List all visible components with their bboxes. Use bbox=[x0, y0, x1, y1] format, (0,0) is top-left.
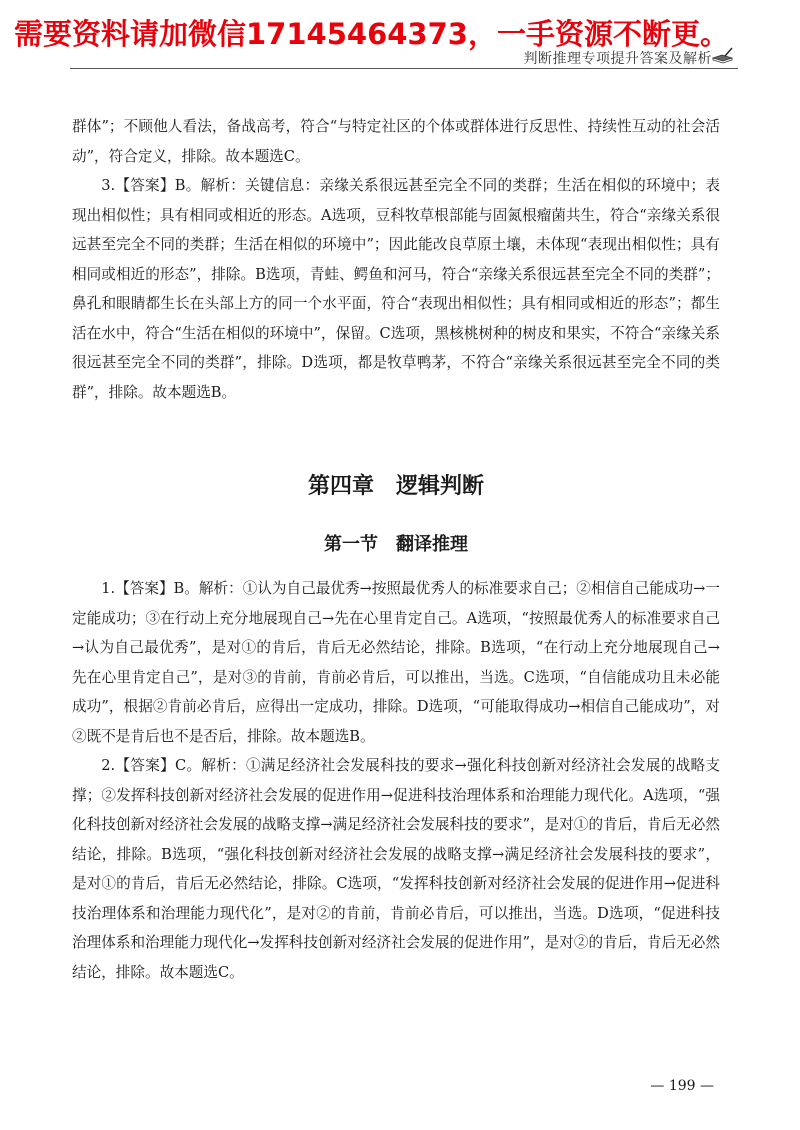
answer-block-bottom bbox=[72, 574, 720, 987]
chapter-title: 第四章 逻辑判断 bbox=[307, 474, 484, 499]
paragraph: 3.【答案】B。解析：关键信息：亲缘关系很远甚至完全不同的类群；生活在相似的环境中；表现出相似性；具有相同或相近的形态。A选项，豆科牧草根部能与固氮根瘤菌共生，符合“亲缘关系很远甚至完全不同的类群；生活在相似的环境中”；因此能改良草原土壤，未体现“表现出相似性；具有相同或相近的形态”，排除。B选项，青蛙、鳄鱼和河马，符合“亲缘关系很远甚至完全不同的类群”；鼻孔和眼睛都生长在头部上方的同一个水平面，符合“表现出相似性；具有相同或相近的形态”；都生活在水中，符合“生活在相似的环境中”，保留。C选项，黑核桃树种的树皮和果实，不符合“亲缘关系很远甚至完全不同的类群”，排除。D选项，都是牧草鸭茅，不符合“亲缘关系很远甚至完全不同的类群”，排除。故本题选B。 bbox=[72, 177, 720, 401]
paragraph: 1.【答案】B。解析：①认为自己最优秀→按照最优秀人的标准要求自己；②相信自己能成功→一定能成功；③在行动上充分地展现自己→先在心里肯定自己。A选项，“按照最优秀人的标准要求自己→认为自己最优秀”，是对①的肯后，肯后无必然结论，排除。B选项，“在行动上充分地展现自己→先在心里肯定自己”，是对③的肯前，肯前必肯后，可以推出，当选。C选项，“自信能成功且未必能成功”，根据②肯前必肯后，应得出一定成功，排除。D选项，“可能取得成功→相信自己能成功”，对②既不是肯后也不是否后，排除。故本题选B。 bbox=[72, 580, 720, 745]
answer-block-top bbox=[72, 112, 720, 407]
watermark-banner: 需要资料请加微信17145464373，一手资源不断更。 bbox=[14, 17, 729, 51]
running-head: 判断推理专项提升答案及解析 bbox=[523, 51, 712, 67]
header-rule bbox=[70, 68, 738, 69]
paragraph: 群体”；不顾他人看法，备战高考，符合“与特定社区的个体或群体进行反思性、持续性互动的社会活动”，符合定义，排除。故本题选C。 bbox=[72, 118, 720, 165]
section-title: 第一节 翻译推理 bbox=[324, 534, 468, 555]
book-pen-icon bbox=[712, 46, 734, 64]
page-number: — 199 — bbox=[650, 1078, 714, 1094]
paragraph: 2.【答案】C。解析：①满足经济社会发展科技的要求→强化科技创新对经济社会发展的战略支撑；②发挥科技创新对经济社会发展的促进作用→促进科技治理体系和治理能力现代化。A选项，“强化科技创新对经济社会发展的战略支撑→满足经济社会发展科技的要求”，是对①的肯后，肯后无必然结论，排除。B选项，“强化科技创新对经济社会发展的战略支撑→满足经济社会发展科技的要求”，是对①的肯后，肯后无必然结论，排除。C选项，“发挥科技创新对经济社会发展的促进作用→促进科技治理体系和治理能力现代化”，是对②的肯前，肯前必肯后，可以推出，当选。D选项，“促进科技治理体系和治理能力现代化→发挥科技创新对经济社会发展的促进作用”，是对②的肯后，肯后无必然结论，排除。故本题选C。 bbox=[72, 757, 720, 981]
